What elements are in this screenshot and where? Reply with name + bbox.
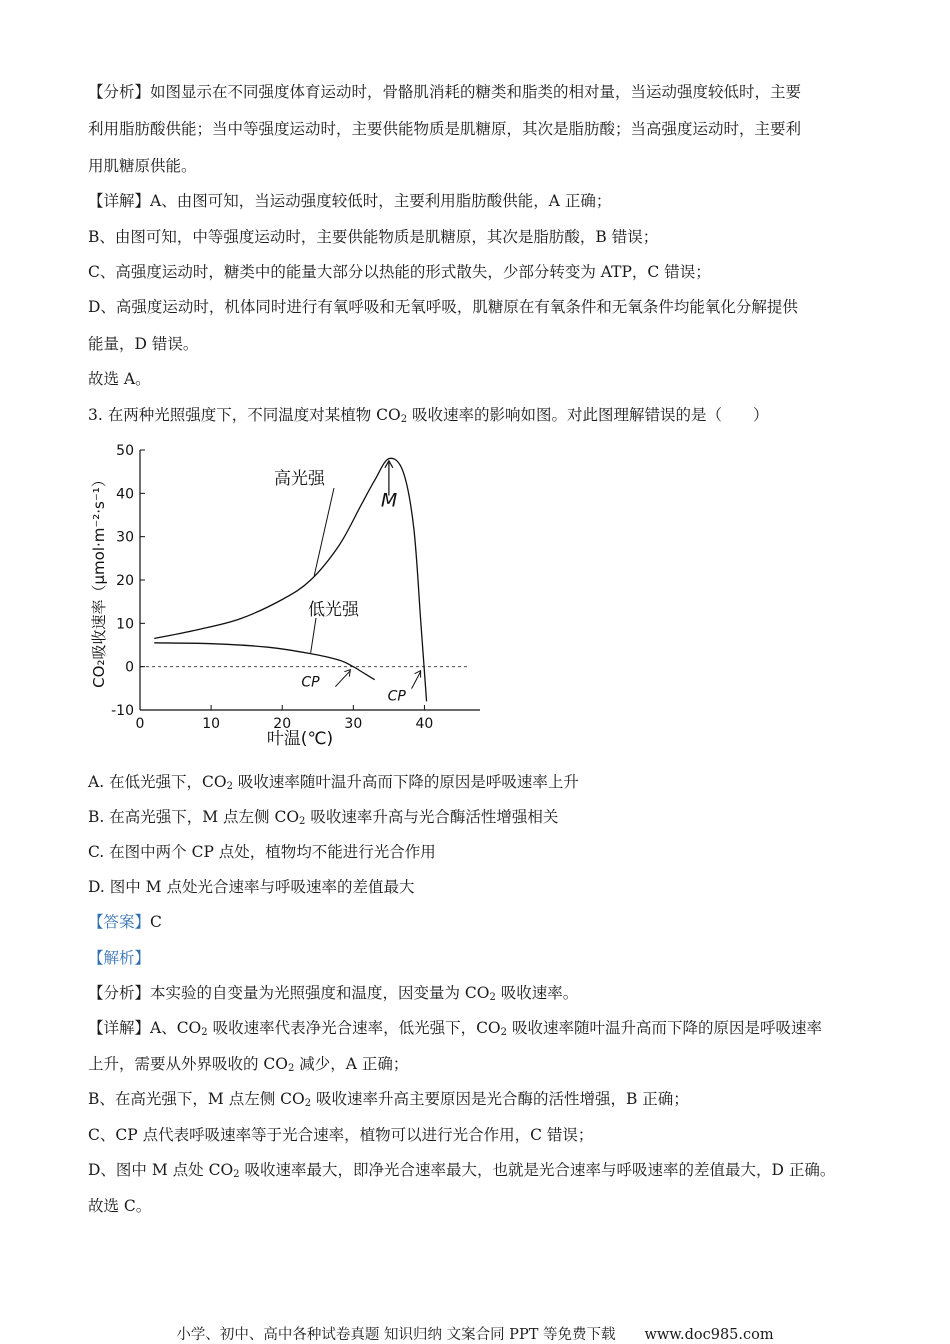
detail-line-c: C、高强度运动时，糖类中的能量大部分以热能的形式散失，少部分转变为 ATP，C 错误； xyxy=(88,263,711,281)
y-tick-label: 20 xyxy=(116,573,134,589)
q3-choice: 故选 C。 xyxy=(88,1197,152,1215)
answer-value: C xyxy=(150,913,162,931)
y-tick-label: -10 xyxy=(111,703,134,719)
high-light-leader xyxy=(314,488,334,576)
option-c: C. 在图中两个 CP 点处，植物均不能进行光合作用 xyxy=(88,843,436,861)
detail-line-b: B、由图可知，中等强度运动时，主要供能物质是肌糖原，其次是脂肪酸，B 错误； xyxy=(88,228,659,246)
y-axis-title: CO₂吸收速率（μmol·m⁻²·s⁻¹） xyxy=(90,472,108,688)
q3-detail-a1: 【详解】A、$CO_2$ 吸收速率代表净光合速率，低光强下，$CO_2$ 吸收速率随叶温升高而下降的原因是呼吸速率 xyxy=(88,1019,822,1038)
detail-line-a: 【详解】A、由图可知，当运动强度较低时，主要利用脂肪酸供能，A 正确； xyxy=(88,192,612,210)
y-tick-label: 50 xyxy=(116,443,134,459)
y-tick-label: 10 xyxy=(116,616,134,633)
y-tick-label: 30 xyxy=(116,529,134,546)
cp-label-1: CP xyxy=(301,674,320,691)
x-tick-label: 20 xyxy=(273,716,292,732)
choice-line-1: 故选 A。 xyxy=(88,370,151,388)
cp-arrow-line-2 xyxy=(412,672,421,689)
analysis-line-2: 利用脂肪酸供能；当中等强度运动时，主要供能物质是肌糖原，其次是脂肪酸；当高强度运动时，主要利 xyxy=(88,120,802,138)
low-light-label: 低光强 xyxy=(308,600,359,620)
q3-detail-d: D、图中 M 点处 $CO_2$ 吸收速率最大，即净光合速率最大，也就是光合速率与呼吸速率的差值最大，D 正确。 xyxy=(88,1161,836,1180)
detail-line-d2: 能量，D 错误。 xyxy=(88,335,199,353)
y-tick-label: 40 xyxy=(116,486,134,503)
chart-ticks xyxy=(111,443,433,732)
co2-absorption-chart xyxy=(84,438,504,758)
analysis-line-1: 【分析】如图显示在不同强度体育运动时，骨骼肌消耗的糖类和脂类的相对量，当运动强度较低时，主要 xyxy=(88,83,802,101)
q3-analysis: 【分析】本实验的自变量为光照强度和温度，因变量为 $CO_2$ 吸收速率。 xyxy=(88,984,579,1003)
x-tick-label: 10 xyxy=(202,716,221,732)
detail-line-d1: D、高强度运动时，机体同时进行有氧呼吸和无氧呼吸，肌糖原在有氧条件和无氧条件均能氧化分解提供 xyxy=(88,298,798,316)
page-footer: 小学、初中、高中各种试卷真题 知识归纳 文案合同 PPT 等免费下载 www.doc985.com xyxy=(176,1327,774,1343)
q3-detail-c: C、CP 点代表呼吸速率等于光合速率，植物可以进行光合作用，C 错误； xyxy=(88,1126,594,1144)
option-b: B. 在高光强下，M 点左侧 $CO_2$ 吸收速率升高与光合酶活性增强相关 xyxy=(88,808,559,827)
q3-detail-b: B、在高光强下，M 点左侧 $CO_2$ 吸收速率升高主要原因是光合酶的活性增强，B 正确； xyxy=(88,1090,689,1109)
q3-detail-a2: 上升，需要从外界吸收的 $CO_2$ 减少，A 正确； xyxy=(88,1055,409,1074)
x-tick-label: 30 xyxy=(344,716,363,732)
high-light-label: 高光强 xyxy=(274,469,325,489)
answer-line xyxy=(88,912,862,932)
jiexi-label: 【解析】 xyxy=(88,949,151,967)
x-tick-label: 0 xyxy=(135,716,145,732)
low-light-leader xyxy=(311,618,316,653)
cp-label-2: CP xyxy=(387,688,406,705)
question-3-stem: 3. 在两种光照强度下，不同温度对某植物 $CO_2$ 吸收速率的影响如图。对此图理解错误的是（ ） xyxy=(88,406,769,425)
x-tick-label: 40 xyxy=(415,716,434,732)
option-d: D. 图中 M 点处光合速率与呼吸速率的差值最大 xyxy=(88,878,415,896)
cp-arrow-line-1 xyxy=(335,671,350,687)
m-point-label: M xyxy=(380,489,398,512)
x-axis-title: 叶温(℃) xyxy=(266,729,334,749)
y-tick-label: 0 xyxy=(125,659,134,676)
answer-label: 【答案】 xyxy=(88,913,151,931)
analysis-line-3: 用肌糖原供能。 xyxy=(88,157,197,175)
option-a: A. 在低光强下，$CO_2$ 吸收速率随叶温升高而下降的原因是呼吸速率上升 xyxy=(88,773,579,792)
low-light-curve xyxy=(154,643,374,680)
